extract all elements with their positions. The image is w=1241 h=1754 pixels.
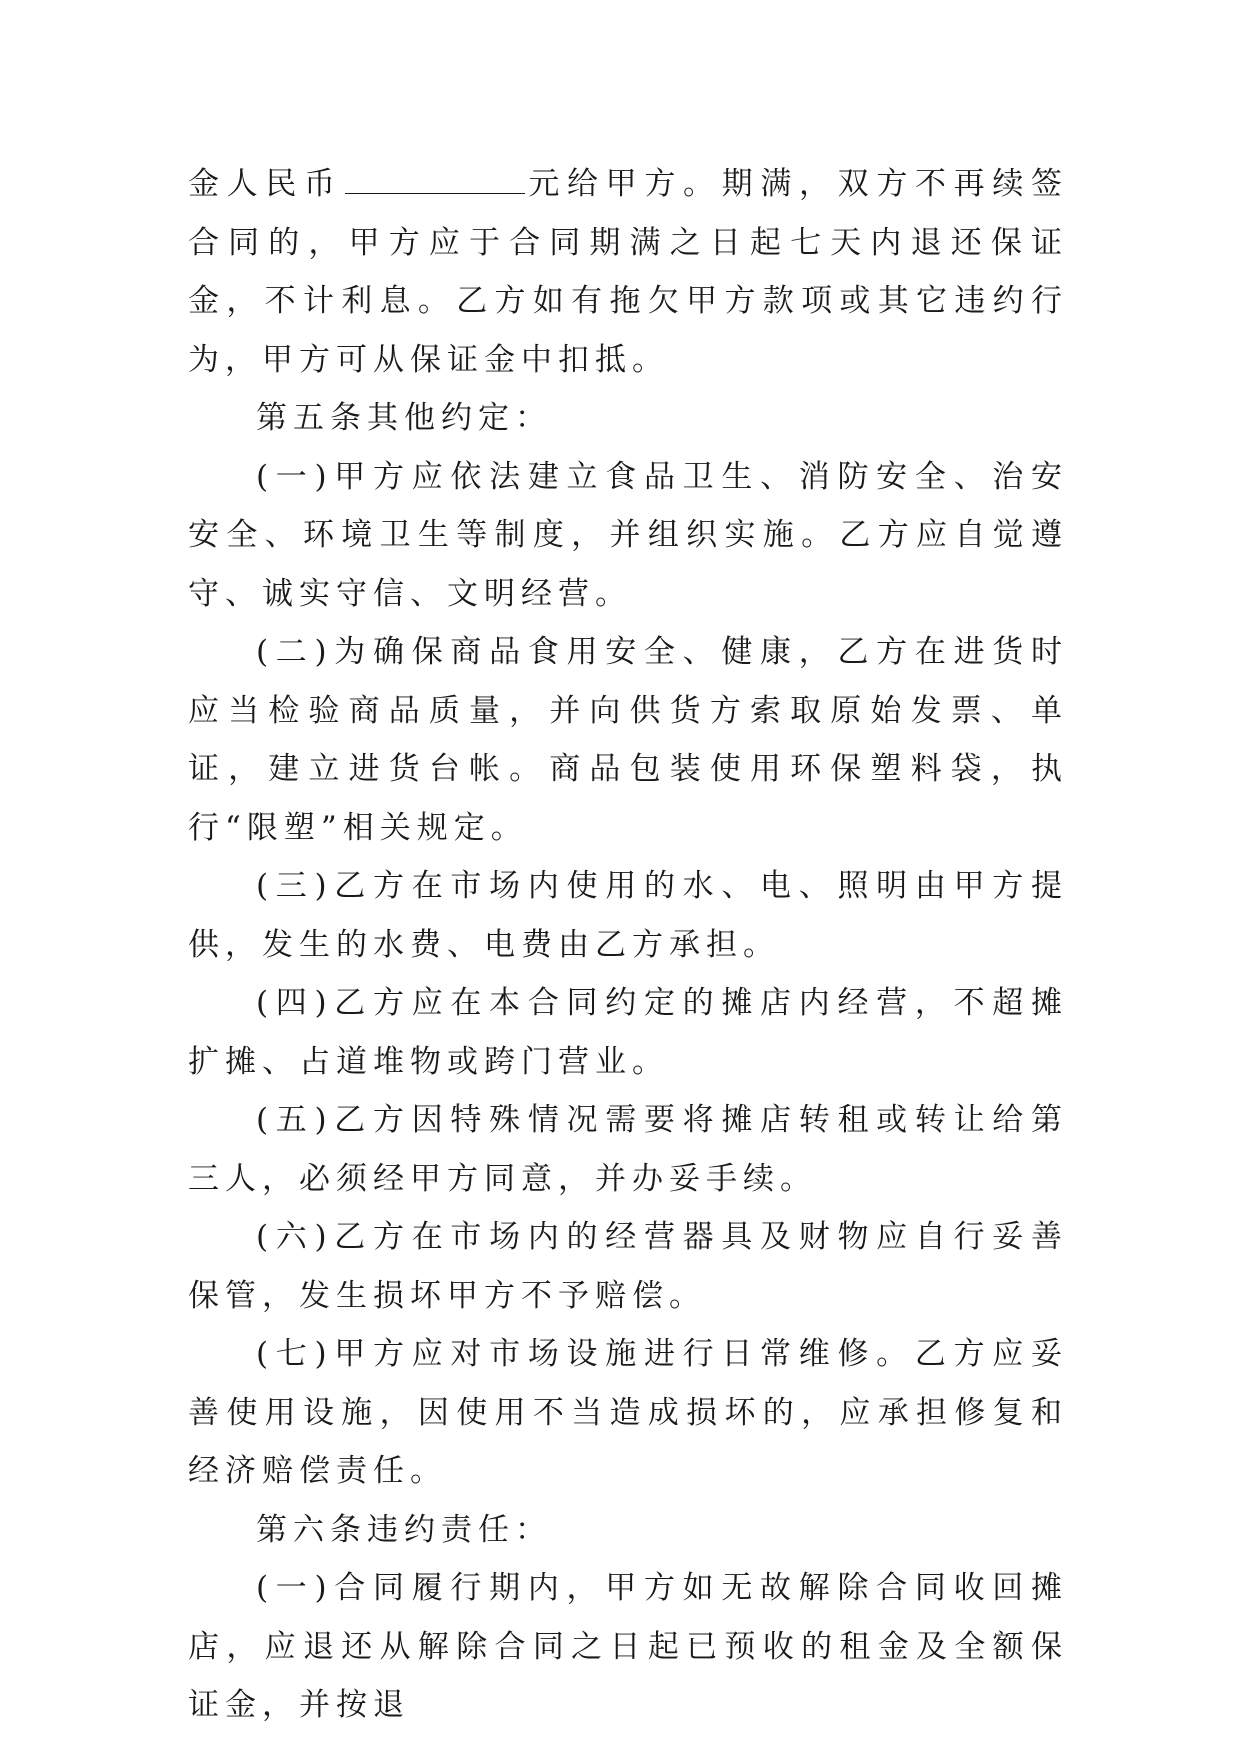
article-5-item-6: (六)乙方在市场内的经营器具及财物应自行妥善保管，发生损坏甲方不予赔偿。 (188, 1219, 1068, 1314)
deposit-text-after: 元给甲方。期满，双方不再续签合同的，甲方应于合同期满之日起七天内退还保证金，不计利息。乙方如有拖欠甲方款项或其它违约行为，甲方可从保证金中扣抵。 (188, 166, 1069, 378)
article-5-item-5: (五)乙方因特殊情况需要将摊店转租或转让给第三人，必须经甲方同意，并办妥手续。 (188, 1102, 1068, 1197)
article-6-heading: 第六条违约责任： (256, 1511, 552, 1548)
article-5-item-4: (四)乙方应在本合同约定的摊店内经营，不超摊扩摊、占道堆物或跨门营业。 (188, 985, 1068, 1080)
paragraph-deposit (188, 155, 1068, 389)
article-5-heading: 第五条其他约定： (256, 400, 552, 436)
article-5-item-1: (一)甲方应依法建立食品卫生、消防安全、治安安全、环境卫生等制度，并组织实施。乙方应自觉遵守、诚实守信、文明经营。 (188, 458, 1068, 612)
article-5-item-3: (三)乙方在市场内使用的水、电、照明由甲方提供，发生的水费、电费由乙方承担。 (188, 868, 1068, 963)
article-5-item-2: (二)为确保商品食用安全、健康，乙方在进货时应当检验商品质量，并向供货方索取原始发票、单证，建立进货台帐。商品包装使用环保塑料袋，执行“限塑”相关规定。 (188, 634, 1068, 846)
amount-blank (345, 163, 525, 194)
article-6-item-1: (一)合同履行期内，甲方如无故解除合同收回摊店，应退还从解除合同之日起已预收的租金及全额保证金，并按退 (188, 1570, 1068, 1723)
article-5-item-7: (七)甲方应对市场设施进行日常维修。乙方应妥善使用设施，因使用不当造成损坏的，应承担修复和经济赔偿责任。 (188, 1336, 1068, 1489)
document-body (188, 155, 1068, 1735)
deposit-text-before: 金人民币 (188, 166, 343, 202)
